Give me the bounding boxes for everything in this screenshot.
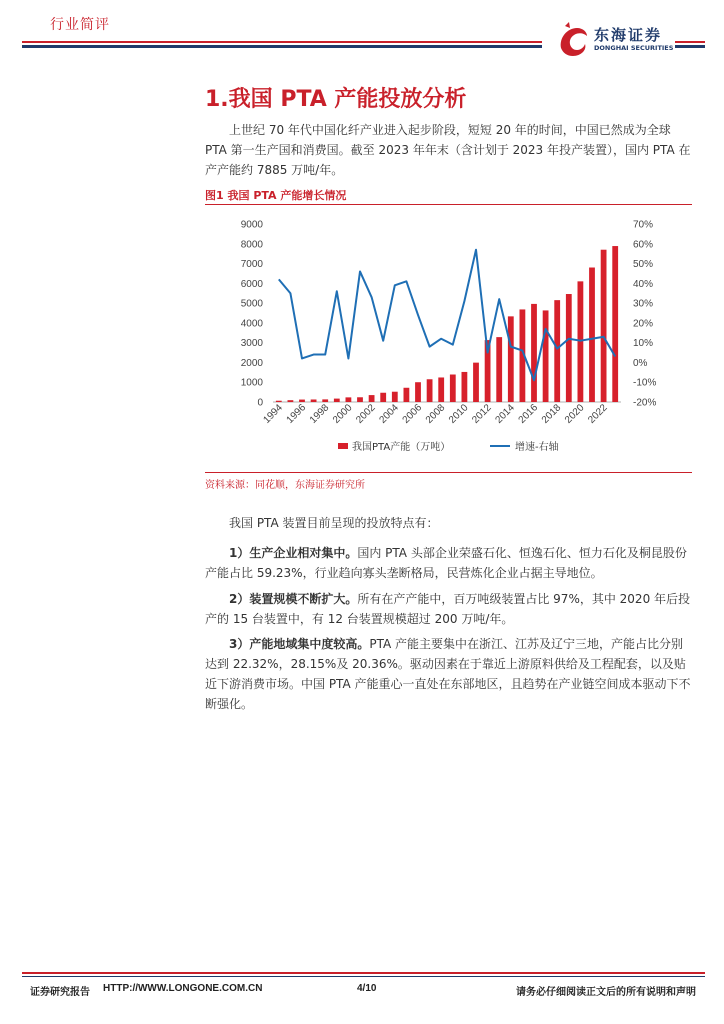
left-axis-tick: 9000 xyxy=(240,219,263,231)
capacity-bar xyxy=(601,250,607,402)
page-number: 4/10 xyxy=(357,983,377,994)
left-axis-tick: 8000 xyxy=(240,239,263,251)
header-divider xyxy=(22,41,542,43)
header-divider xyxy=(675,41,705,43)
capacity-bar xyxy=(369,395,375,402)
left-axis-tick: 0 xyxy=(257,397,263,409)
capacity-bar xyxy=(415,382,421,402)
section-title: 1.我国 PTA 产能投放分析 xyxy=(205,87,467,112)
logo-english-name: DONGHAI SECURITIES xyxy=(594,44,674,52)
intro-paragraph: 上世纪 70 年代中国化纤产业进入起步阶段，短短 20 年的时间，中国已然成为全球 PTA 第一生产国和消费国。截至 2023 年年末（含计划于 2023 年投产装置），国内 PTA 在产产能约 7885 万吨/年。 xyxy=(205,123,691,177)
right-axis-tick: -20% xyxy=(633,397,657,409)
logo-chinese-name: 东海证券 xyxy=(594,26,663,44)
capacity-bar xyxy=(334,399,340,402)
right-axis-tick: 30% xyxy=(633,298,654,310)
capacity-bar xyxy=(380,393,386,402)
x-axis-tick: 1998 xyxy=(307,402,332,426)
left-axis-tick: 5000 xyxy=(240,298,263,310)
right-axis-tick: 0% xyxy=(633,357,648,369)
capacity-bar xyxy=(322,399,328,402)
capacity-bar xyxy=(392,392,398,402)
point-label: 2）装置规模不断扩大。 xyxy=(229,592,358,606)
legend-capacity-label: 我国PTA产能（万吨） xyxy=(352,442,451,453)
footer-divider xyxy=(22,972,705,974)
point-text: PTA 产能主要集中在浙江、江苏及辽宁三地，产能占比分别达到 22.32%，28.15%及 20.36%。驱动因素在于靠近上游原料供给及工程配套，以及贴近下游消费市场。中国 PTA 产能重心一直处在东部地区，且趋势在产业链空间成本驱动下不断强化。 xyxy=(205,637,691,711)
figure-divider xyxy=(205,204,692,205)
figure-title: 图1 我国 PTA 产能增长情况 xyxy=(205,189,347,202)
point-text: 国内 PTA 头部企业荣盛石化、恒逸石化、恒力石化及桐昆股份产能占比 59.23%，行业趋向寡头垄断格局，民营炼化企业占据主导地位。 xyxy=(205,546,687,580)
point-paragraph xyxy=(205,634,692,714)
left-axis-tick: 7000 xyxy=(240,259,263,271)
point-paragraph xyxy=(205,589,692,629)
right-axis-tick: 10% xyxy=(633,338,654,350)
header-divider xyxy=(675,45,705,48)
capacity-bar xyxy=(450,375,456,402)
capacity-bar xyxy=(554,300,560,402)
growth-line xyxy=(279,250,615,381)
points-lead: 我国 PTA 装置目前呈现的投放特点有： xyxy=(229,516,439,530)
capacity-bar xyxy=(496,337,502,402)
legend-capacity-swatch xyxy=(338,443,348,449)
right-axis-tick: 40% xyxy=(633,278,654,290)
x-axis-tick: 2008 xyxy=(423,402,448,426)
x-axis-labels xyxy=(261,402,610,426)
capacity-bars xyxy=(276,246,618,402)
x-axis-tick: 2006 xyxy=(400,402,425,426)
x-axis-tick: 2010 xyxy=(447,402,471,426)
x-axis-tick: 2016 xyxy=(516,402,541,426)
x-axis-tick: 2000 xyxy=(331,402,355,426)
chart-legend xyxy=(338,440,559,453)
x-axis-tick: 1994 xyxy=(261,402,285,426)
capacity-bar xyxy=(299,400,305,402)
capacity-bar xyxy=(589,268,595,402)
pta-capacity-chart xyxy=(205,210,692,472)
left-axis xyxy=(241,220,264,409)
capacity-bar xyxy=(438,377,444,402)
capacity-bar xyxy=(508,316,514,402)
right-axis-tick: 70% xyxy=(633,219,654,231)
point-label: 1）生产企业相对集中。 xyxy=(229,546,358,560)
point-label: 3）产能地域集中度较高。 xyxy=(229,637,370,651)
capacity-bar xyxy=(288,400,294,402)
footer-divider xyxy=(22,976,705,977)
capacity-bar xyxy=(427,379,433,402)
point-text: 所有在产产能中，百万吨级装置占比 97%，其中 2020 年后投产的 15 台装置中，有 12 台装置规模超过 200 万吨/年。 xyxy=(205,592,691,626)
left-axis-tick: 1000 xyxy=(240,377,263,389)
capacity-bar xyxy=(566,294,572,402)
figure-source: 资料来源：同花顺，东海证券研究所 xyxy=(205,480,365,491)
capacity-bar xyxy=(311,399,317,402)
x-axis-tick: 2018 xyxy=(539,402,564,426)
footer-website-link[interactable]: HTTP://WWW.LONGONE.COM.CN xyxy=(103,983,263,994)
left-axis-tick: 4000 xyxy=(240,318,263,330)
capacity-bar xyxy=(357,397,363,402)
left-axis-tick: 2000 xyxy=(240,357,263,369)
capacity-bar xyxy=(543,310,549,402)
capacity-bar xyxy=(404,388,410,402)
source-divider xyxy=(205,472,692,473)
header-divider xyxy=(22,45,542,48)
report-type-tag: 行业简评 xyxy=(50,17,110,33)
footer-disclaimer: 请务必仔细阅读正文后的所有说明和声明 xyxy=(516,987,696,998)
capacity-bar xyxy=(612,246,618,402)
capacity-bar xyxy=(346,397,352,402)
left-axis-tick: 6000 xyxy=(240,278,263,290)
point-paragraph xyxy=(205,543,692,583)
footer-report-label: 证券研究报告 xyxy=(30,987,90,998)
right-axis-tick: -10% xyxy=(633,377,657,389)
capacity-bar xyxy=(473,363,479,402)
capacity-bar xyxy=(531,304,537,402)
company-logo xyxy=(557,20,675,60)
x-axis-tick: 2020 xyxy=(563,402,587,426)
x-axis-tick: 2014 xyxy=(493,402,517,426)
capacity-bar xyxy=(276,401,282,402)
x-axis-tick: 1996 xyxy=(284,402,309,426)
x-axis-tick: 2022 xyxy=(586,402,610,426)
legend-growth-label: 增速-右轴 xyxy=(515,442,559,453)
left-axis-tick: 3000 xyxy=(240,338,263,350)
right-axis xyxy=(633,220,656,409)
right-axis-tick: 60% xyxy=(633,239,654,251)
dragon-logo-icon xyxy=(557,20,593,60)
right-axis-tick: 50% xyxy=(633,259,654,271)
x-axis-tick: 2002 xyxy=(354,402,378,426)
capacity-bar xyxy=(462,372,468,402)
right-axis-tick: 20% xyxy=(633,318,654,330)
x-axis-tick: 2012 xyxy=(470,402,494,426)
x-axis-tick: 2004 xyxy=(377,402,401,426)
